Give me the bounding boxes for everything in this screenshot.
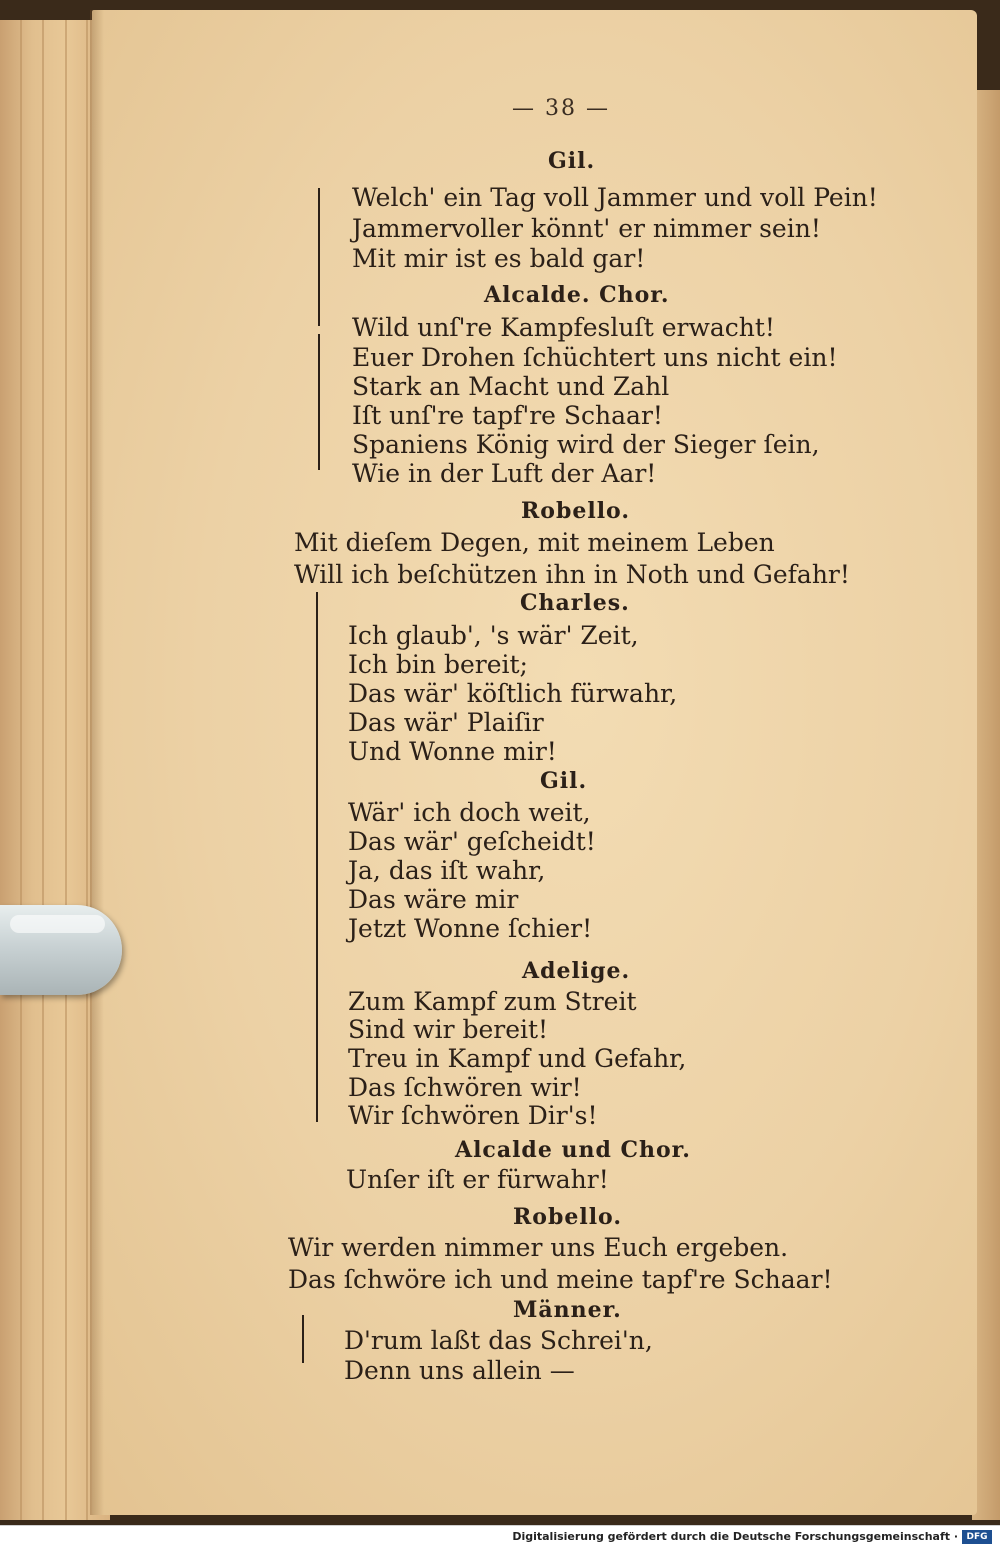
verse-line: Zum Kampf zum Streit (348, 987, 637, 1016)
verse-line: Wild unſ're Kampfesluſt erwacht! (352, 313, 775, 342)
verse-line: Mit mir ist es bald gar! (352, 244, 646, 273)
verse-brace (316, 592, 318, 1122)
verse-line: Das ſchwöre ich und meine tapf're Schaar! (288, 1265, 833, 1294)
verse-line: Ja, das iſt wahr, (348, 856, 546, 885)
speaker-heading: Gil. (540, 768, 588, 794)
dfg-logo: DFG (962, 1530, 992, 1544)
verse-line: Und Wonne mir! (348, 737, 557, 766)
verse-line: Ich glaub', 's wär' Zeit, (348, 621, 639, 650)
verse-line: D'rum laßt das Schrei'n, (344, 1326, 653, 1355)
verse-line: Das wär' geſcheidt! (348, 827, 596, 856)
verse-line: Stark an Macht und Zahl (352, 372, 670, 401)
verse-line: Treu in Kampf und Gefahr, (348, 1044, 687, 1073)
verse-line: Iſt unſ're tapf're Schaar! (352, 401, 663, 430)
speaker-heading: Gil. (548, 148, 596, 174)
speaker-heading: Männer. (513, 1297, 622, 1323)
verse-line: Euer Drohen ſchüchtert uns nicht ein! (352, 343, 838, 372)
verse-brace (302, 1315, 304, 1363)
page-holder-clip (0, 905, 122, 995)
verse-line: Mit dieſem Degen, mit meinem Leben (294, 528, 775, 557)
speaker-heading: Alcalde und Chor. (455, 1137, 691, 1163)
speaker-heading: Robello. (513, 1204, 622, 1230)
verse-line: Das ſchwören wir! (348, 1073, 582, 1102)
funding-notice: Digitalisierung gefördert durch die Deutsche Forschungsgemeinschaft · (512, 1530, 958, 1543)
verse-line: Sind wir bereit! (348, 1015, 549, 1044)
verse-line: Wie in der Luft der Aar! (352, 459, 657, 488)
verse-brace (318, 334, 320, 470)
verse-line: Wir ſchwören Dir's! (348, 1101, 598, 1130)
speaker-heading: Charles. (520, 590, 630, 616)
verse-line: Welch' ein Tag voll Jammer und voll Pein! (352, 183, 878, 212)
page-number: — 38 — (512, 96, 610, 121)
verse-line: Wir werden nimmer uns Euch ergeben. (288, 1233, 789, 1262)
footer-bar (0, 1525, 1000, 1548)
speaker-heading: Robello. (521, 498, 630, 524)
speaker-heading: Alcalde. Chor. (484, 282, 670, 308)
verse-line: Das wär' Plaiſir (348, 708, 544, 737)
verse-line: Ich bin bereit; (348, 650, 528, 679)
verse-line: Jammervoller könnt' er nimmer sein! (352, 214, 821, 243)
verse-line: Will ich beſchützen ihn in Noth und Gefahr! (294, 560, 850, 589)
verse-line: Spaniens König wird der Sieger ſein, (352, 430, 820, 459)
verse-line: Denn uns allein — (344, 1356, 575, 1385)
verse-line: Jetzt Wonne ſchier! (348, 914, 593, 943)
verse-line: Wär' ich doch weit, (348, 798, 591, 827)
page-gutter-shadow (90, 10, 104, 1515)
verse-line: Das wäre mir (348, 885, 519, 914)
speaker-heading: Adelige. (522, 958, 631, 984)
verse-line: Unſer iſt er fürwahr! (346, 1165, 609, 1194)
verse-line: Das wär' köſtlich fürwahr, (348, 679, 678, 708)
verse-brace (318, 188, 320, 326)
